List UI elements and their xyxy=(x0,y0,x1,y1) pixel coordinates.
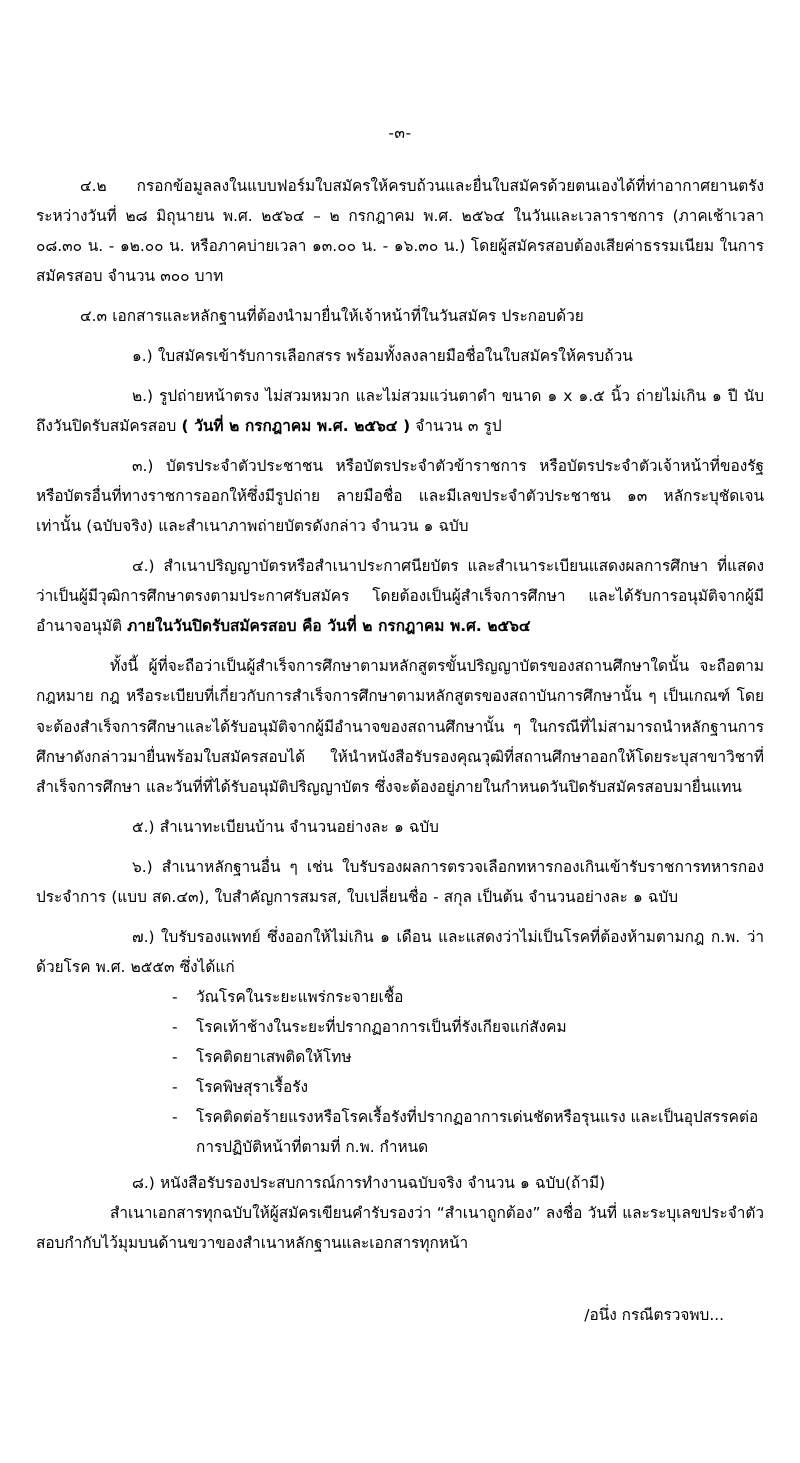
dash-marker-icon: - xyxy=(172,1017,178,1036)
paragraph-item-8: ๘.) หนังสือรับรองประสบการณ์การทำงานฉบับจริง จำนวน ๑ ฉบับ(ถ้ามี) xyxy=(132,1173,606,1192)
list-item xyxy=(36,1072,764,1102)
item-4-deadline-bold: ภายในวันปิดรับสมัครสอบ คือ วันที่ ๒ กรกฎาคม พ.ศ. ๒๕๖๔ xyxy=(127,617,531,636)
paragraph-item-4 xyxy=(36,551,764,641)
paragraph-item-1: ๑.) ใบสมัครเข้ารับการเลือกสรร พร้อมทั้งลงลายมือชื่อในใบสมัครให้ครบถ้วน xyxy=(132,347,633,366)
list-item-label: โรคติดยาเสพติดให้โทษ xyxy=(196,1047,352,1066)
paragraph-item-3: ๓.) บัตรประจำตัวประชาชน หรือบัตรประจำตัวข้าราชการ หรือบัตรประจำตัวเจ้าหน้าที่ของรัฐ หรือบัตรอื่นที่ทางราชการออกให้ซึ่งมีรูปถ่าย ลายมือชื่อ และมีเลขประจำตัวประชาชน ๑๓ หลักระบุชัดเจนเท่านั้น (ฉบับจริง) และสำเนาภาพถ่ายบัตรดังกล่าว จำนวน ๑ ฉบับ xyxy=(36,457,764,536)
list-item-label: โรคพิษสุราเรื้อรัง xyxy=(196,1077,308,1096)
paragraph-item-6: ๖.) สำเนาหลักฐานอื่น ๆ เช่น ใบรับรองผลการตรวจเลือกทหารกองเกินเข้ารับราชการทหารกองประจำการ (แบบ สด.๔๓), ใบสำคัญการสมรส, ใบเปลี่ยนชื่อ - สกุล เป็นต้น จำนวนอย่างละ ๑ ฉบับ xyxy=(36,857,764,906)
disease-list xyxy=(36,982,764,1162)
paragraph-item-4-note: ทั้งนี้ ผู้ที่จะถือว่าเป็นผู้สำเร็จการศึกษาตามหลักสูตรขั้นปริญญาบัตรของสถานศึกษาใดนั้น จะถือตามกฎหมาย กฎ หรือระเบียบที่เกี่ยวกับการสำเร็จการศึกษาตามหลักสูตรของสถาบันการศึกษานั้น ๆ เป็นเกณฑ์ โดยจะต้องสำเร็จการศึกษาและได้รับอนุมัติจากผู้มีอำนาจของสถานศึกษานั้น ๆ ในกรณีที่ไม่สามารถนำหลักฐานการศึกษาดังกล่าวมายื่นพร้อมใบสมัครสอบได้ ให้นำหนังสือรับรองคุณวุฒิที่สถานศึกษาออกให้โดยระบุสาขาวิชาที่สำเร็จการศึกษา และวันที่ที่ได้รับอนุมัติปริญญาบัตร ซึ่งจะต้องอยู่ภายในกำหนดวันปิดรับสมัครสอบมายื่นแทน xyxy=(36,657,764,796)
list-item-label: วัณโรคในระยะแพร่กระจายเชื้อ xyxy=(196,987,404,1006)
dash-marker-icon: - xyxy=(172,1077,178,1096)
footer-continuation-note: /อนึ่ง กรณีตรวจพบ... xyxy=(584,1306,724,1325)
paragraph-item-4-3: ๔.๓ เอกสารและหลักฐานที่ต้องนำมายื่นให้เจ้าหน้าที่ในวันสมัคร ประกอบด้วย xyxy=(80,307,584,326)
item-2-text-before: ๒.) รูปถ่ายหน้าตรง ไม่สวมหมวก และไม่สวมแว่นตาดำ ขนาด ๑ x ๑.๕ นิ้ว ถ่ายไม่เกิน ๑ ปี นับถึงวันปิดรับสมัครสอบ xyxy=(36,387,764,436)
paragraph-item-7: ๗.) ใบรับรองแพทย์ ซึ่งออกให้ไม่เกิน ๑ เดือน และแสดงว่าไม่เป็นโรคที่ต้องห้ามตามกฎ ก.พ. ว่าด้วยโรค พ.ศ. ๒๕๕๓ ซึ่งได้แก่ xyxy=(36,927,764,976)
dash-marker-icon: - xyxy=(172,987,178,1006)
paragraph-item-2 xyxy=(36,381,764,441)
dash-marker-icon: - xyxy=(172,1107,178,1126)
dash-marker-icon: - xyxy=(172,1047,178,1066)
item-4-text: ๔.) สำเนาปริญญาบัตรหรือสำเนาประกาศนียบัตร และสำเนาระเบียนแสดงผลการศึกษา ที่แสดงว่าเป็นผู้มีวุฒิการศึกษาตรงตามประกาศรับสมัคร โดยต้องเป็นผู้สำเร็จการศึกษา และได้รับการอนุมัติจากผู้มีอำนาจอนุมัติ xyxy=(36,557,764,636)
item-2-text-after: จำนวน ๓ รูป xyxy=(410,417,502,436)
list-item xyxy=(36,982,764,1012)
list-item-label: โรคเท้าช้างในระยะที่ปรากฏอาการเป็นที่รังเกียจแก่สังคม xyxy=(196,1017,567,1036)
list-item xyxy=(36,1012,764,1042)
page-number: -๓- xyxy=(388,124,412,142)
list-item xyxy=(36,1102,764,1162)
paragraph-copy-certification: สำเนาเอกสารทุกฉบับให้ผู้สมัครเขียนคำรับรองว่า “สำเนาถูกต้อง” ลงชื่อ วันที่ และระบุเลขประจำตัวสอบกำกับไว้มุมบนด้านขวาของสำเนาหลักฐานและเอกสารทุกหน้า xyxy=(36,1203,764,1252)
list-item-label: โรคติดต่อร้ายแรงหรือโรคเรื้อรังที่ปรากฏอาการเด่นชัดหรือรุนแรง และเป็นอุปสรรคต่อการปฏิบัติหน้าที่ตามที่ ก.พ. กำหนด xyxy=(196,1107,759,1156)
item-2-deadline-bold: ( วันที่ ๒ กรกฎาคม พ.ศ. ๒๕๖๔ ) xyxy=(181,417,411,436)
list-item xyxy=(36,1042,764,1072)
paragraph-item-5: ๕.) สำเนาทะเบียนบ้าน จำนวนอย่างละ ๑ ฉบับ xyxy=(132,817,439,836)
paragraph-item-4-2: ๔.๒ กรอกข้อมูลลงในแบบฟอร์มใบสมัครให้ครบถ้วนและยื่นใบสมัครด้วยตนเองได้ที่ท่าอากาศยานตรัง ระหว่างวันที่ ๒๘ มิถุนายน พ.ศ. ๒๕๖๔ – ๒ กรกฎาคม พ.ศ. ๒๕๖๔ ในวันและเวลาราชการ (ภาคเช้าเวลา ๐๘.๓๐ น. - ๑๒.๐๐ น. หรือภาคบ่ายเวลา ๑๓.๐๐ น. - ๑๖.๓๐ น.) โดยผู้สมัครสอบต้องเสียค่าธรรมเนียม ในการสมัครสอบ จำนวน ๓๐๐ บาท xyxy=(36,177,764,286)
